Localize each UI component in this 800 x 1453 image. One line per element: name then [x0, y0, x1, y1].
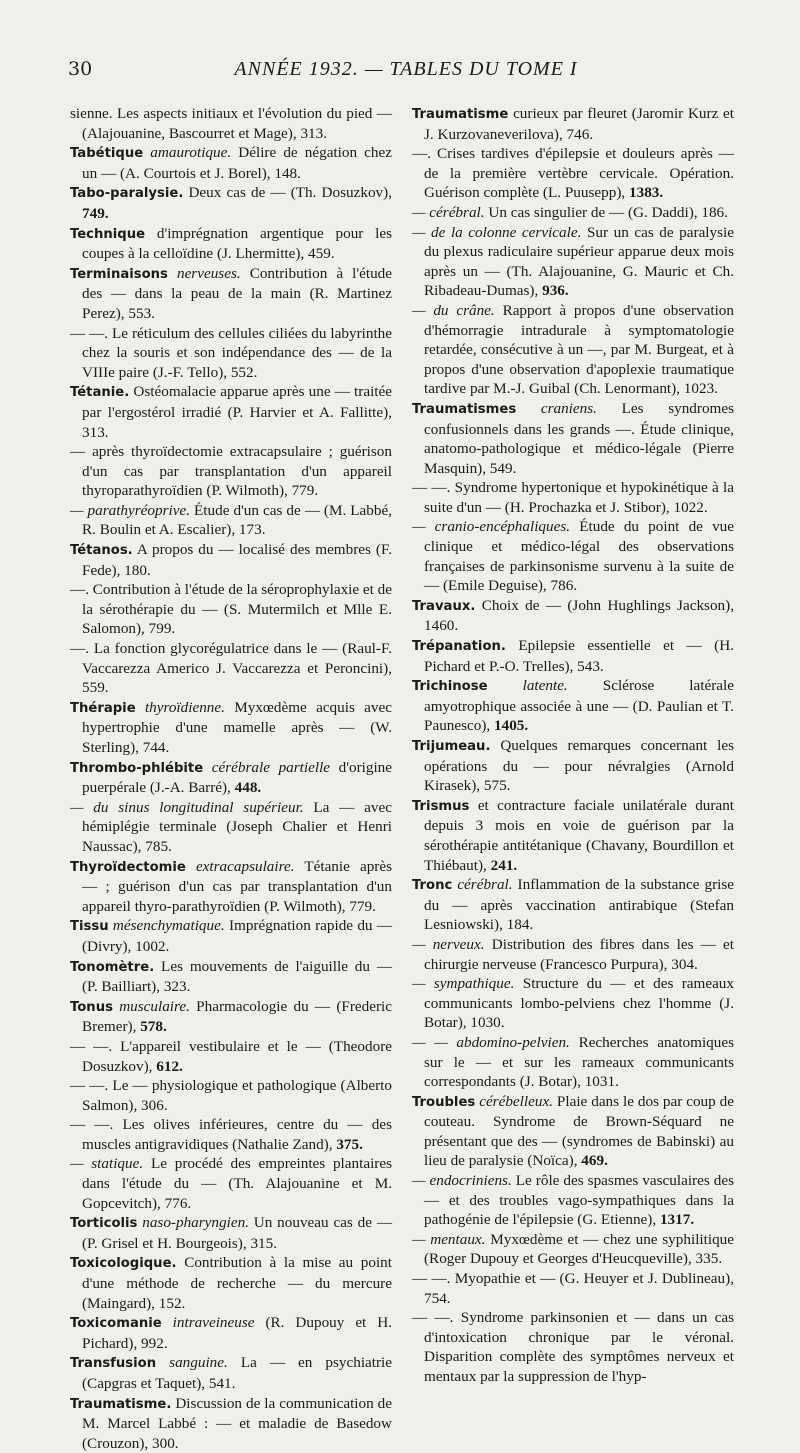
index-entry	[70, 1213, 392, 1253]
index-entry	[70, 857, 392, 917]
entry-heading: Trichinose	[412, 679, 488, 695]
running-title: ANNÉE 1932. — TABLES DU TOME I	[234, 58, 578, 80]
entry-page-ref: 241.	[490, 856, 518, 874]
entry-qualifier: intraveineuse	[172, 1314, 255, 1332]
entry-text: Tétanie après — ; guérison d'un cas par transplantation d'un appareil thyro-parathyroïdien (P. Wilmoth), 779.	[82, 857, 392, 915]
entry-text: Choix de — (John Hughlings Jackson), 1460.	[424, 596, 734, 635]
entry-qualifier: naso-pharyngien.	[142, 1214, 249, 1232]
entry-text: Contribution à l'étude des — dans la peau de la main (R. Martinez Perez), 553.	[82, 264, 393, 322]
entry-text: d'imprégnation argentique pour les coupes à la celloïdine (J. Lhermitte), 459.	[82, 224, 393, 263]
entry-text: Inflammation de la substance grise du — après vaccination antirabique (Stefan Lesniowski), 184.	[424, 876, 734, 934]
entry-text: —. La fonction glycorégulatrice dans le — (Raul-F. Vaccarezza Americo J. Vaccarezza et Peroncini), 559.	[70, 640, 392, 697]
entry-heading: Trismus	[412, 798, 470, 814]
index-entry	[70, 916, 392, 956]
entry-page-ref: 469.	[581, 1152, 608, 1170]
entry-qualifier: amaurotique.	[150, 144, 232, 162]
entry-heading: Technique	[70, 226, 146, 242]
index-entry	[412, 399, 734, 478]
entry-qualifier: cérébrale partielle	[211, 758, 331, 776]
entry-heading: Tabétique	[70, 146, 144, 162]
entry-text: Sclérose latérale amyotrophique associée à une — (D. Paulian et T. Paunesco),	[424, 677, 734, 735]
entry-page-ref: 375.	[336, 1135, 363, 1153]
entry-text: A propos du — localisé des membres (F. Fede), 180.	[82, 541, 392, 579]
entry-qualifier: — mentaux.	[412, 1230, 486, 1248]
entry-page-ref: 936.	[542, 282, 569, 300]
entry-heading: Traumatisme	[412, 107, 509, 122]
entry-qualifier: — endocriniens.	[412, 1172, 512, 1190]
index-entry	[412, 203, 734, 223]
entry-text: La — en psychiatrie (Capgras et Taquet), 541.	[82, 1354, 393, 1392]
entry-text: Étude du point de vue clinique et médico-légal des observations françaises de parkinsonisme survenu à la suite de — (Emile Deguise), 786.	[424, 518, 734, 595]
entry-heading: Tétanie.	[70, 385, 130, 401]
entry-text: Ostéomalacie apparue après une — traitée par l'ergostérol irradié (P. Harvier et A. Fallitte), 313.	[82, 383, 392, 441]
entry-heading: Toxicologique.	[70, 1256, 177, 1272]
entry-page-ref: 448.	[234, 779, 262, 797]
index-column-right	[412, 104, 734, 1387]
entry-text: Délire de négation chez un — (A. Courtois et J. Borel), 148.	[82, 144, 392, 182]
entry-text: Epilepsie essentielle et — (H. Pichard et P.-O. Trelles), 543.	[424, 637, 734, 675]
entry-text: — —. Le — physiologique et pathologique (Alberto Salmon), 306.	[70, 1077, 392, 1114]
entry-heading: Torticolis	[70, 1216, 138, 1232]
entry-qualifier: extracapsulaire.	[195, 857, 295, 875]
entry-heading: Traumatismes	[412, 401, 517, 417]
entry-text: — après thyroïdectomie extracapsulaire ; guérison d'un cas par transplantation d'un appareil thyroparathyroïdien (P. Wilmoth), 779.	[70, 443, 392, 500]
index-entry	[70, 183, 392, 223]
index-entry	[412, 875, 734, 935]
entry-text: et contracture faciale unilatérale durant depuis 3 mois en voie de guérison par la sérothérapie antitétanique (Chavany, Bourdillon et Thiébaut),	[424, 796, 735, 874]
entry-qualifier: — du sinus longitudinal supérieur.	[70, 798, 304, 816]
entry-qualifier: cérébral.	[457, 876, 513, 894]
entry-heading: Tonomètre.	[70, 959, 155, 975]
index-entry	[70, 1353, 392, 1393]
entry-qualifier: latente.	[522, 677, 568, 695]
entry-heading: Tétanos.	[70, 543, 133, 559]
entry-qualifier: cérébelleux.	[479, 1092, 553, 1110]
index-entry	[412, 144, 734, 203]
index-entry	[412, 676, 734, 736]
entry-heading: Toxicomanie	[70, 1316, 162, 1332]
index-entry	[70, 1253, 392, 1313]
entry-qualifier: thyroïdienne.	[144, 698, 225, 716]
index-entry	[70, 324, 392, 383]
entry-text: Deux cas de — (Th. Dosuzkov),	[188, 184, 392, 202]
index-entry	[412, 636, 734, 676]
entry-heading: Trépanation.	[412, 639, 506, 655]
entry-text: sienne. Les aspects initiaux et l'évolution du pied — (Alajouanine, Bascourret et Mage), 313.	[70, 105, 392, 142]
entry-text: Plaie dans le dos par coup de couteau. Syndrome de Brown-Séquard ne présentant que des — (syndromes de Babinski) au lieu de paralysie (Noïca),	[424, 1092, 735, 1170]
entry-qualifier: sanguine.	[169, 1354, 228, 1372]
index-entry	[412, 301, 734, 399]
entry-text: — —. Syndrome parkinsonien et — dans un cas d'intoxication chronique par le véronal. Disparition complète des symptômes nerveux et mentaux par la suppression de l'hyp-	[412, 1309, 734, 1385]
entry-text: — —. L'appareil vestibulaire et le — (Theodore Dosuzkov),	[70, 1037, 392, 1075]
index-entry	[70, 1037, 392, 1076]
entry-qualifier: musculaire.	[119, 997, 190, 1015]
entry-page-ref: 1317.	[659, 1211, 695, 1229]
entry-text: Contribution à la mise au point d'une méthode de recherche — du mercure (Maingard), 152.	[82, 1254, 392, 1312]
index-entry	[70, 580, 392, 639]
entry-qualifier: — nerveux.	[412, 935, 485, 953]
entry-text: Myxœdème et — chez une syphilitique (Roger Dupouy et Georges d'Heucqueville), 335.	[424, 1230, 734, 1268]
index-entry	[412, 736, 734, 796]
entry-heading: Tonus	[70, 999, 113, 1015]
entry-text: Le rôle des spasmes vasculaires des — et des troubles vago-sympathiques dans la pathogénie de l'épilepsie (G. Etienne),	[424, 1172, 735, 1229]
index-entry	[412, 1230, 734, 1269]
index-entry	[70, 758, 392, 798]
entry-text: La — avec hémiplégie terminale (Joseph Chalier et Henri Naussac), 785.	[82, 798, 392, 855]
entry-page-ref: 1405.	[494, 717, 529, 735]
entry-page-ref: 578.	[140, 1018, 167, 1036]
index-entry	[412, 1033, 734, 1092]
index-entry	[70, 1076, 392, 1115]
index-entry	[70, 1154, 392, 1213]
entry-text: Les mouvements de l'aiguille du — (P. Bailliart), 323.	[82, 957, 392, 996]
index-entry	[70, 997, 392, 1037]
index-entry	[70, 382, 392, 442]
index-entry	[412, 1308, 734, 1386]
entry-qualifier: — cranio-encéphaliques.	[412, 518, 571, 536]
index-entry	[412, 223, 734, 301]
entry-heading: Terminaisons	[70, 266, 168, 282]
entry-text: d'origine puerpérale (J.-A. Barré),	[82, 758, 393, 797]
index-entry	[70, 540, 392, 580]
entry-text: — —. Le réticulum des cellules ciliées du labyrinthe chez la souris et son indépendance des — de la VIIIe paire (J.-F. Tello), 552.	[70, 324, 392, 381]
entry-page-ref: 1383.	[629, 184, 664, 202]
entry-heading: Tronc	[412, 878, 453, 894]
entry-heading: Thérapie	[70, 700, 136, 716]
entry-qualifier: — parathyréoprive.	[70, 501, 191, 519]
entry-text: Structure du — et des rameaux communicants lombo-pelviens chez l'homme (J. Botar), 1030.	[424, 975, 734, 1032]
entry-qualifier: — du crâne.	[412, 301, 495, 319]
entry-text: Distribution des fibres dans les — et chirurgie nerveuse (Francesco Purpura), 304.	[424, 935, 735, 973]
entry-qualifier: — de la colonne cervicale.	[412, 223, 582, 241]
entry-text: — —. Myopathie et — (G. Heuyer et J. Dublineau), 754.	[412, 1270, 734, 1307]
index-entry	[70, 442, 392, 501]
entry-heading: Traumatisme.	[70, 1396, 172, 1412]
index-column-left	[70, 104, 392, 1453]
index-entry	[412, 1171, 734, 1230]
index-entry	[412, 974, 734, 1033]
entry-text: —. Crises tardives d'épilepsie et douleurs après — de la première vertèbre cervicale. Opération. Guérison complète (L. Puusepp),	[412, 145, 734, 202]
index-entry	[70, 1115, 392, 1154]
index-entry	[70, 224, 392, 264]
entry-text: —. Contribution à l'étude de la séroprophylaxie et de la sérothérapie du — (S. Mutermilch et Mlle E. Salomon), 799.	[70, 581, 393, 638]
entry-page-ref: 612.	[156, 1057, 183, 1075]
entry-text: curieux par fleuret (Jaromir Kurz et J. Kurzovaneverilova), 746.	[424, 105, 734, 143]
page-number: 30	[68, 58, 93, 80]
entry-heading: Thyroïdectomie	[70, 859, 186, 875]
entry-qualifier: mésenchymatique.	[112, 917, 225, 935]
entry-text: Un cas singulier de — (G. Daddi), 186.	[488, 203, 728, 221]
entry-qualifier: nerveuses.	[176, 264, 241, 282]
index-entry	[412, 1269, 734, 1308]
entry-text: Imprégnation rapide du — (Divry), 1002.	[82, 917, 392, 955]
entry-text: Discussion de la communication de M. Marcel Labbé : — et maladie de Basedow (Crouzon), 300.	[82, 1394, 392, 1452]
index-entry	[70, 957, 392, 997]
index-entry	[412, 1092, 734, 1171]
index-entry	[70, 104, 392, 143]
entry-qualifier: craniens.	[540, 399, 597, 417]
entry-heading: Transfusion	[70, 1356, 157, 1372]
entry-qualifier: — cérébral.	[412, 203, 485, 221]
index-entry	[70, 1394, 392, 1453]
entry-text: (R. Dupouy et H. Pichard), 992.	[82, 1314, 393, 1352]
entry-heading: Tissu	[70, 919, 109, 935]
entry-text: Les syndromes confusionnels dans les grands —. Étude clinique, anatomo-pathologique et médico-légale (Pierre Masquin), 549.	[424, 399, 734, 477]
entry-page-ref: 749.	[82, 204, 109, 222]
index-entry	[70, 501, 392, 540]
entry-heading: Thrombo-phlébite	[70, 760, 204, 776]
entry-text: Recherches anatomiques sur le — et sur les rameaux communicants correspondants (J. Botar), 1031.	[424, 1033, 735, 1091]
index-entry	[70, 143, 392, 183]
index-entry	[412, 596, 734, 636]
entry-text: Étude d'un cas de — (M. Labbé, R. Boulin et A. Escalier), 173.	[82, 501, 393, 539]
entry-heading: Tabo-paralysie.	[70, 186, 184, 202]
index-entry	[70, 798, 392, 857]
index-entry	[70, 698, 392, 758]
entry-heading: Trijumeau.	[412, 739, 491, 754]
index-entry	[70, 639, 392, 698]
entry-text: Sur un cas de paralysie du plexus radiculaire supérieur apparue deux mois après un — (Th. Alajouanine, G. Mauric et Ch. Ribadeau-Dumas),	[424, 223, 734, 300]
index-entry	[70, 264, 392, 324]
index-entry	[412, 104, 734, 144]
entry-qualifier: — statique.	[70, 1155, 144, 1173]
entry-text: — —. Les olives inférieures, centre du — des muscles antigravidiques (Nathalie Zand),	[70, 1116, 392, 1153]
index-entry	[412, 935, 734, 974]
page-header	[68, 58, 744, 86]
entry-text: Le procédé des empreintes plantaires dans l'étude du — (Th. Alajouanine et M. Gopcevitch), 776.	[82, 1155, 392, 1212]
entry-text: Myxœdème acquis avec hypertrophie d'une mamelle après — (W. Sterling), 744.	[82, 698, 392, 756]
entry-qualifier: — sympathique.	[412, 975, 515, 993]
index-entry	[412, 478, 734, 517]
index-entry	[70, 1313, 392, 1353]
index-entry	[412, 517, 734, 595]
entry-heading: Travaux.	[412, 598, 476, 614]
entry-heading: Troubles	[412, 1094, 476, 1110]
entry-text: Pharmacologie du — (Frederic Bremer),	[82, 997, 393, 1036]
entry-text: Un nouveau cas de — (P. Grisel et H. Bourgeois), 315.	[82, 1214, 393, 1252]
entry-text: — —. Syndrome hypertonique et hypokinétique à la suite d'un — (H. Prochazka et J. Stibor), 1022.	[412, 479, 734, 516]
entry-text: Quelques remarques concernant les opérations du — pour névralgies (Arnold Kirasek), 575.	[424, 737, 734, 795]
entry-text: Rapport à propos d'une observation d'hémorragie intradurale à symptomatologie retardée, consécutive à un —, par M. Burgeat, et à propos d'une observation d'apoplexie traumatique tardive par M.-J. Guibal (Ch. Lenormant), 1023.	[424, 301, 734, 398]
index-entry	[412, 796, 734, 875]
entry-qualifier: — — abdomino-pelvien.	[412, 1033, 570, 1051]
